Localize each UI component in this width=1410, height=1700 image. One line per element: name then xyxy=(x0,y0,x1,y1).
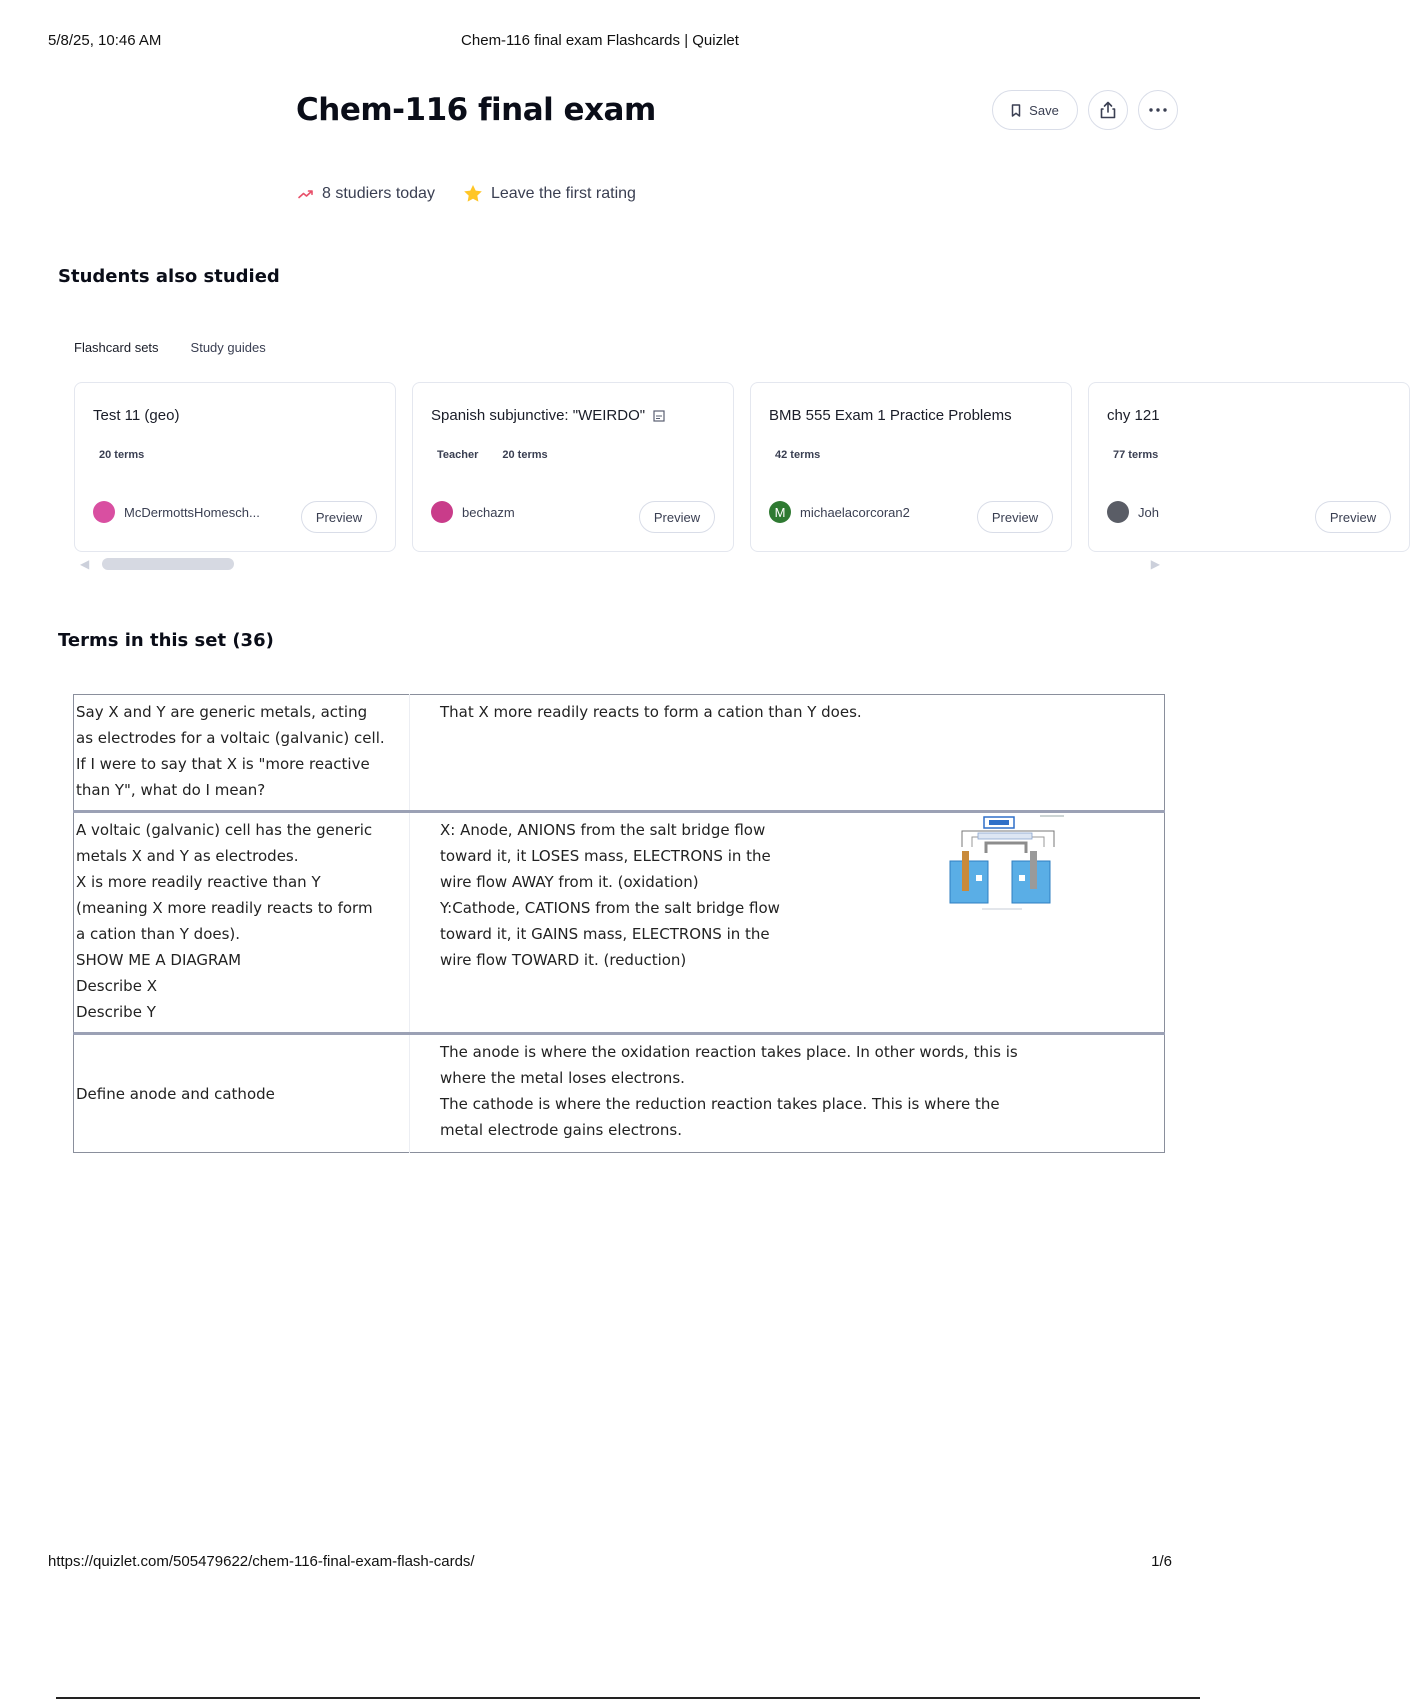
table-row xyxy=(74,695,1165,812)
tab-flashcard-sets[interactable]: Flashcard sets xyxy=(74,340,159,355)
card-meta xyxy=(1113,449,1158,461)
avatar xyxy=(1107,501,1129,523)
card-author xyxy=(769,501,910,523)
bookmark-icon xyxy=(1011,104,1021,117)
term-line: X is more readily reactive than Y xyxy=(76,873,321,891)
table-row xyxy=(74,1034,1165,1153)
set-stats xyxy=(298,184,664,203)
card-terms: 20 terms xyxy=(502,449,548,461)
card-username: McDermottsHomesch... xyxy=(124,504,260,520)
scroll-left-icon[interactable]: ◀ xyxy=(80,557,90,571)
avatar xyxy=(93,501,115,523)
card-title xyxy=(1107,407,1160,424)
term-line: Say X and Y are generic metals, acting xyxy=(76,703,368,721)
share-icon xyxy=(1100,101,1116,119)
card-title-text: Test 11 (geo) xyxy=(93,407,180,424)
definition-line: wire flow AWAY from it. (oxidation) xyxy=(440,873,699,891)
print-header xyxy=(48,32,1152,52)
card-username: bechazm xyxy=(462,504,515,520)
table-row xyxy=(74,812,1165,1034)
definition-line: where the metal loses electrons. xyxy=(440,1069,685,1087)
share-button[interactable] xyxy=(1088,90,1128,130)
also-studied-tabs xyxy=(74,340,266,355)
print-page-number: 1/6 xyxy=(1151,1553,1172,1570)
term-line: than Y", what do I mean? xyxy=(76,781,266,799)
preview-button[interactable]: Preview xyxy=(977,501,1053,533)
preview-button[interactable]: Preview xyxy=(301,501,377,533)
page-title: Chem-116 final exam xyxy=(296,92,656,128)
term-cell xyxy=(74,1034,410,1153)
card-title xyxy=(93,407,179,424)
term-line: a cation than Y does). xyxy=(76,925,241,943)
term-line: as electrodes for a voltaic (galvanic) cell. xyxy=(76,729,385,747)
save-button[interactable] xyxy=(992,90,1078,130)
card-author xyxy=(93,501,260,523)
preview-button[interactable]: Preview xyxy=(1315,501,1391,533)
also-studied-carousel xyxy=(74,382,1377,554)
definition-line: wire flow TOWARD it. (reduction) xyxy=(440,951,687,969)
card-terms: 42 terms xyxy=(775,449,821,461)
card-meta xyxy=(99,449,144,461)
terms-table xyxy=(73,694,1165,1153)
set-card[interactable] xyxy=(1088,382,1410,552)
set-card[interactable] xyxy=(74,382,396,552)
more-options-button[interactable] xyxy=(1138,90,1178,130)
card-title-text: Spanish subjunctive: "WEIRDO" xyxy=(431,407,646,424)
card-terms: 20 terms xyxy=(99,449,145,461)
card-username: michaelacorcoran2 xyxy=(800,504,910,520)
terms-heading: Terms in this set (36) xyxy=(58,630,274,651)
card-teacher-badge: Teacher xyxy=(437,449,479,461)
rating-link[interactable] xyxy=(463,184,636,203)
card-terms: 77 terms xyxy=(1113,449,1159,461)
print-datetime: 5/8/25, 10:46 AM xyxy=(48,32,162,49)
star-icon xyxy=(463,184,483,203)
rating-label: Leave the first rating xyxy=(490,184,636,202)
studiers-stat xyxy=(298,185,435,203)
term-line: A voltaic (galvanic) cell has the generic xyxy=(76,821,373,839)
definition-line: The anode is where the oxidation reaction takes place. In other words, this is xyxy=(440,1043,1018,1061)
avatar: M xyxy=(769,501,791,523)
card-title-text: chy 121 xyxy=(1107,407,1160,424)
definition-line: The cathode is where the reduction reaction takes place. This is where the xyxy=(440,1095,1000,1113)
set-card[interactable] xyxy=(750,382,1072,552)
voltaic-cell-diagram-image xyxy=(942,813,1068,917)
definition-line: metal electrode gains electrons. xyxy=(440,1121,682,1139)
definition-cell xyxy=(410,695,1165,812)
also-studied-heading: Students also studied xyxy=(58,266,280,287)
definition-line: Y:Cathode, CATIONS from the salt bridge flow xyxy=(440,899,780,917)
definition-line: toward it, it GAINS mass, ELECTRONS in the xyxy=(440,925,770,943)
definition-line: X: Anode, ANIONS from the salt bridge flow xyxy=(440,821,766,839)
print-footer xyxy=(48,1553,1172,1573)
definition-line: That X more readily reacts to form a cation than Y does. xyxy=(440,703,862,721)
term-line: Define anode and cathode xyxy=(76,1084,275,1103)
tab-study-guides[interactable]: Study guides xyxy=(190,340,266,355)
avatar xyxy=(431,501,453,523)
print-url: https://quizlet.com/505479622/chem-116-final-exam-flash-cards/ xyxy=(48,1553,475,1570)
term-line: SHOW ME A DIAGRAM xyxy=(76,951,242,969)
card-meta xyxy=(775,449,820,461)
term-line: (meaning X more readily reacts to form xyxy=(76,899,373,917)
card-author xyxy=(431,501,515,523)
scrollbar-thumb[interactable] xyxy=(102,558,234,570)
card-title xyxy=(431,407,665,424)
definition-cell xyxy=(410,1034,1165,1153)
definition-cell xyxy=(410,812,1165,1034)
term-line: If I were to say that X is "more reactive xyxy=(76,755,370,773)
language-flag-icon xyxy=(653,410,665,422)
card-title xyxy=(769,407,1012,424)
carousel-scrollbar[interactable] xyxy=(80,557,1160,571)
page-divider xyxy=(56,1697,1200,1699)
set-card[interactable] xyxy=(412,382,734,552)
definition-line: toward it, it LOSES mass, ELECTRONS in the xyxy=(440,847,771,865)
trending-up-icon xyxy=(298,189,314,199)
term-line: Describe Y xyxy=(76,1003,156,1021)
scroll-right-icon[interactable]: ▶ xyxy=(1150,557,1160,571)
save-label: Save xyxy=(1029,102,1059,118)
print-page-title: Chem-116 final exam Flashcards | Quizlet xyxy=(461,32,739,49)
preview-button[interactable]: Preview xyxy=(639,501,715,533)
term-cell xyxy=(74,812,410,1034)
card-username: Joh xyxy=(1138,504,1159,520)
card-meta xyxy=(437,449,548,461)
term-line: Describe X xyxy=(76,977,157,995)
term-cell xyxy=(74,695,410,812)
term-line: metals X and Y as electrodes. xyxy=(76,847,299,865)
card-author xyxy=(1107,501,1159,523)
card-title-text: BMB 555 Exam 1 Practice Problems xyxy=(769,407,1012,424)
set-actions xyxy=(992,90,1178,130)
more-dots-icon xyxy=(1149,108,1167,112)
studiers-count: 8 studiers today xyxy=(322,184,435,202)
